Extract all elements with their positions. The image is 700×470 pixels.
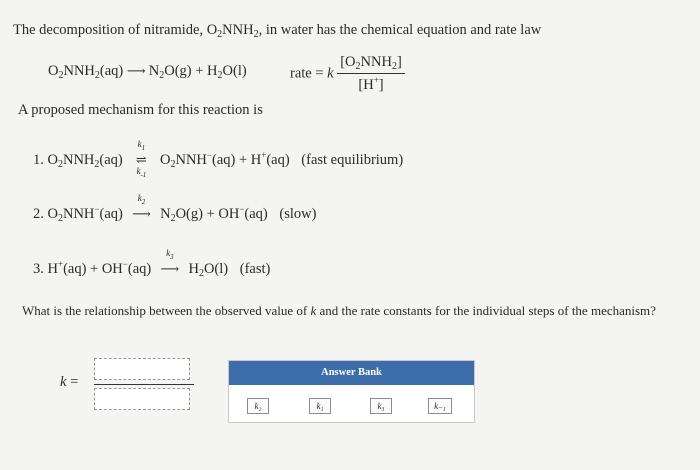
mechanism-intro: A proposed mechanism for this reaction is	[18, 102, 263, 118]
intro-text: The decomposition of nitramide, $O_2NNH_2$, in water has the chemical equation and rate law	[13, 22, 542, 40]
step-number: 1.	[33, 152, 44, 168]
step-number: 3.	[33, 261, 44, 277]
mechanism-step-3: 3. H+(aq) + OH−(aq) $k_3$ ⟶ $H_2O(l)$ (fast)	[33, 248, 271, 279]
fraction-bar	[94, 384, 194, 385]
reaction-arrow-icon: ⟶	[132, 206, 151, 221]
answer-bank-title: Answer Bank	[229, 361, 474, 385]
rate-numerator: $[O_2NNH_2]$	[337, 54, 405, 74]
overall-equation	[48, 63, 247, 81]
answer-chip-k-minus-1[interactable]: k₋₁	[428, 398, 452, 414]
mechanism-step-1: 1. $O_2NNH_2(aq)$ $k_1$ ⇌ $k_{-1}$ $O_2NNH^-(aq) + H^+(aq)$ (fast equilibrium)	[33, 139, 404, 179]
rate-denominator: [H+]	[358, 75, 384, 93]
answer-chip-k1[interactable]: k₁	[309, 398, 331, 414]
rate-law: rate = k $\frac{[O_2NNH_2]}{[H^+]}$	[290, 54, 405, 94]
answer-label: k =	[60, 374, 79, 390]
overall-rhs: $N_2O(g) + H_2O(l)$	[148, 63, 247, 81]
numerator-drop-zone[interactable]	[94, 358, 190, 380]
answer-chip-k2[interactable]: k₂	[247, 398, 269, 414]
answer-bank	[228, 360, 475, 423]
question-text: What is the relationship between the observed value of k and the rate constants for the individual steps of the mechanism?	[22, 303, 656, 318]
reaction-arrow-icon: ⟶	[126, 63, 149, 78]
mechanism-step-2: 2. $O_2NNH^-(aq)$ $k_2$ ⟶ $N_2O(g) + OH^-(aq)$ (slow)	[33, 193, 317, 224]
reaction-arrow-icon: ⟶	[160, 261, 180, 276]
step-number: 2.	[33, 206, 44, 222]
denominator-drop-zone[interactable]	[94, 388, 190, 410]
equilibrium-arrow-icon: ⇌	[135, 152, 147, 167]
overall-lhs: $O_2NNH_2(aq)$	[48, 63, 124, 81]
answer-chip-k3[interactable]: k₃	[370, 398, 392, 414]
